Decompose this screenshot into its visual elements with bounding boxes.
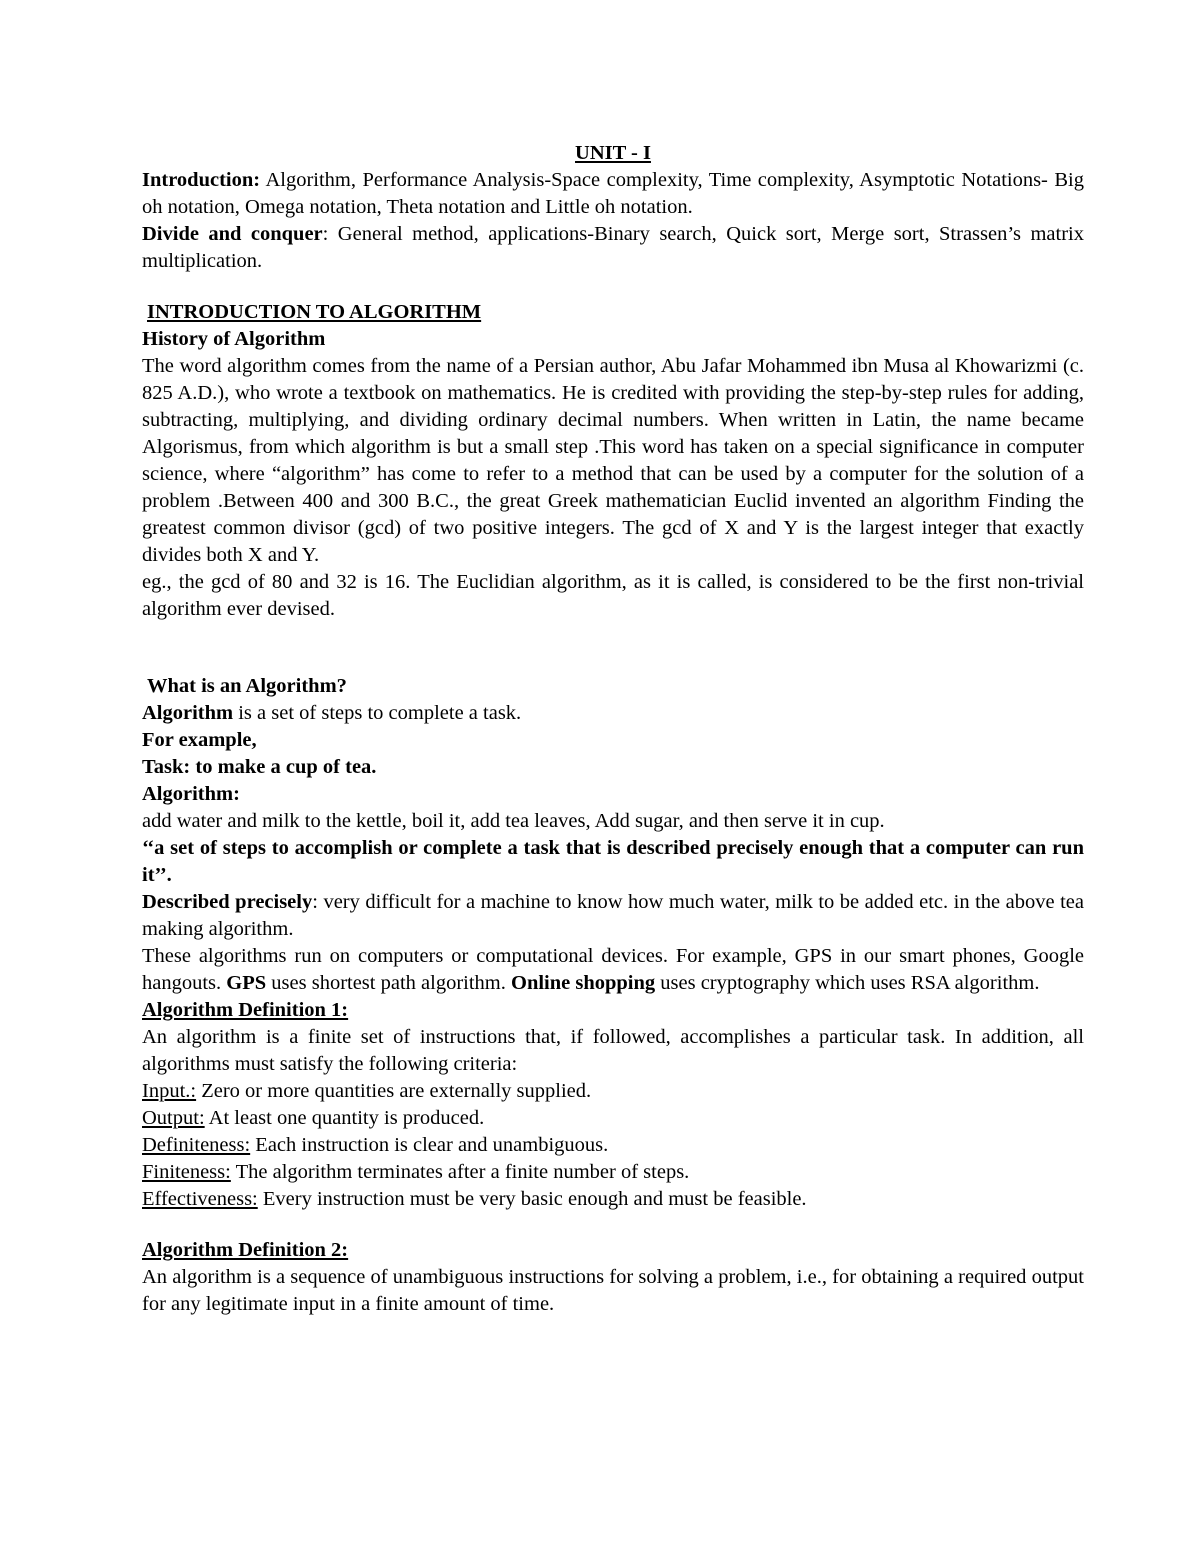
history-paragraph: The word algorithm comes from the name of a Persian author, Abu Jafar Mohammed ibn Musa al Khowarizmi (c. 825 A.D.), who wrote a textbook on mathematics. He is credited with providing the step-by-step rules for adding, subtracting, multiplying, and dividing ordinary decimal numbers. When written in Latin, the name became Algorismus, from which algorithm is but a small step .This word has taken on a special significance in computer science, where “algorithm” has come to refer to a method that can be used by a computer for the solution of a problem .Between 400 and 300 B.C., the great Greek mathematician Euclid invented an algorithm Finding the greatest common divisor (gcd) of two positive integers. The gcd of X and Y is the largest integer that exactly divides both X and Y. xyxy=(142,355,1084,566)
described-precisely-bold: Described precisely xyxy=(142,891,313,913)
applications-paragraph: These algorithms run on computers or computational devices. For example, GPS in our smart phones, Google hangouts. GPS uses shortest path algorithm. Online shopping uses cryptography which uses RSA algorithm. xyxy=(142,945,1084,994)
criteria-effectiveness: Effectiveness: Every instruction must be very basic enough and must be feasible. xyxy=(142,1188,807,1210)
what-is-heading: What is an Algorithm? xyxy=(147,675,347,697)
history-example-paragraph: eg., the gcd of 80 and 32 is 16. The Euclidian algorithm, as it is called, is considered to be the first non-trivial algorithm ever devised. xyxy=(142,571,1084,620)
intro-text: Algorithm, Performance Analysis-Space complexity, Time complexity, Asymptotic Notations- Big oh notation, Omega notation, Theta notation and Little oh notation. xyxy=(142,169,1084,218)
criteria-finiteness: Finiteness: The algorithm terminates after a finite number of steps. xyxy=(142,1161,690,1183)
tea-steps: add water and milk to the kettle, boil it, add tea leaves, Add sugar, and then serve it in cup. xyxy=(142,810,885,832)
described-precisely-text: : very difficult for a machine to know how much water, milk to be added etc. in the above tea making algorithm. xyxy=(142,891,1084,940)
divide-text: : General method, applications-Binary search, Quick sort, Merge sort, Strassen’s matrix multiplication. xyxy=(142,223,1084,272)
definition-2-heading: Algorithm Definition 2: xyxy=(142,1239,349,1261)
criteria-input: Input.: Zero or more quantities are externally supplied. xyxy=(142,1080,592,1102)
history-heading: History of Algorithm xyxy=(142,328,326,350)
divide-label: Divide and conquer xyxy=(142,223,323,245)
definition-2-text: An algorithm is a sequence of unambiguous instructions for solving a problem, i.e., for obtaining a required output for any legitimate input in a finite amount of time. xyxy=(142,1266,1084,1315)
intro-paragraph xyxy=(142,167,1084,221)
algorithm-def-text: is a set of steps to complete a task. xyxy=(233,702,522,724)
document-page xyxy=(142,140,1084,1318)
criteria-definiteness: Definiteness: Each instruction is clear and unambiguous. xyxy=(142,1134,609,1156)
algorithm-label: Algorithm: xyxy=(142,783,240,805)
section-title: INTRODUCTION TO ALGORITHM xyxy=(147,301,482,323)
intro-label: Introduction: xyxy=(142,169,261,191)
online-shopping-bold: Online shopping xyxy=(511,972,656,994)
unit-title: UNIT - I xyxy=(575,142,651,164)
described-precisely-paragraph xyxy=(142,889,1084,943)
definition-1-heading: Algorithm Definition 1: xyxy=(142,999,349,1021)
algorithm-bold: Algorithm xyxy=(142,702,234,724)
algorithm-definition-line xyxy=(142,700,1084,727)
divide-paragraph xyxy=(142,221,1084,275)
gps-bold: GPS xyxy=(226,972,267,994)
definition-1-text: An algorithm is a finite set of instructions that, if followed, accomplishes a particular task. In addition, all algorithms must satisfy the following criteria: xyxy=(142,1026,1084,1075)
quote-definition: ‘‘a set of steps to accomplish or complete a task that is described precisely enough that a computer can run it’’. xyxy=(142,837,1084,886)
criteria-output: Output: At least one quantity is produced. xyxy=(142,1107,485,1129)
task-label: Task: to make a cup of tea. xyxy=(142,756,377,778)
for-example-label: For example, xyxy=(142,729,257,751)
